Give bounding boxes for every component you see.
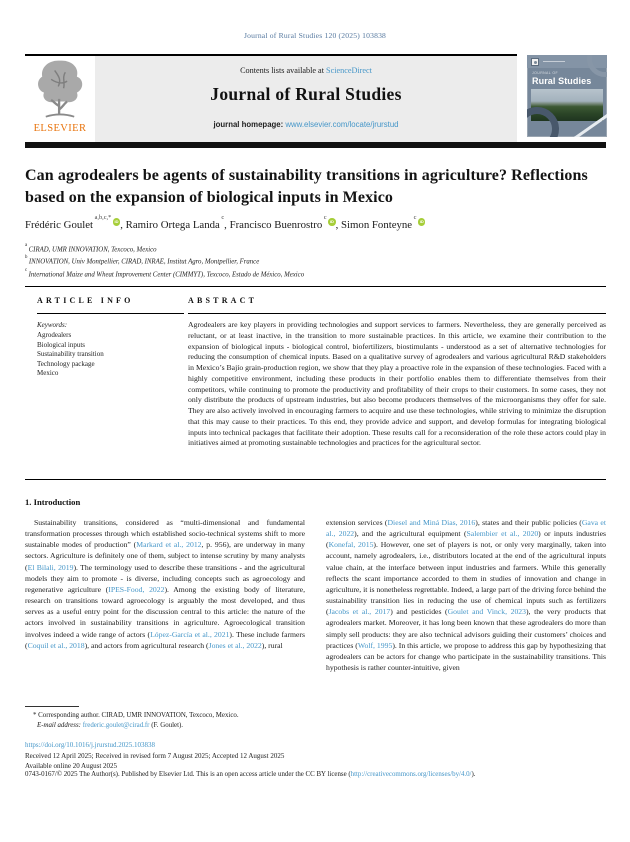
citation-link[interactable]: Diesel and Miná Dias, 2016 xyxy=(387,518,476,527)
citation-link[interactable]: IPES-Food, 2022 xyxy=(108,584,165,594)
citation-link[interactable]: López-García et al., 2021 xyxy=(150,629,230,639)
text-run: ). However, one set of players is not, or only very marginally, taken into account, namely agrodealers, i.e., distributors located at the end of the agricultural inputs value chain, at the interface between input industries and farmers. While this generally reflects the scant importance accorded to them in studies of innovation and change in agriculture, it is nonetheless regrettable. Indeed, a large part of the driving force behind the sustainability transition lies in reducing the use of chemical inputs such as fertilizers ( xyxy=(326,540,607,617)
received-dates-line: Received 12 April 2025; Received in revised form 7 August 2025; Accepted 12 August 2025 xyxy=(25,752,285,760)
text-run: ). These include farmers ( xyxy=(25,629,305,650)
intro-column-right xyxy=(326,517,606,673)
text-run: (F. Goulet). xyxy=(149,721,183,729)
affiliation-sup: a xyxy=(25,243,28,248)
keyword-item: Sustainability transition xyxy=(37,350,104,359)
affiliation-line: $^b$INNOVATION, Univ Montpellier, CIRAD, INRAE, Institut Agro, Montpellier, France xyxy=(25,255,260,266)
text-run: ), and the agricultural equipment ( xyxy=(354,529,467,539)
affiliation-line: $^a$CIRAD, UMR INNOVATION, Texcoco, Mexico xyxy=(25,243,157,254)
author-affiliation-sup: c xyxy=(322,214,327,221)
orcid-icon[interactable]: iD xyxy=(329,219,334,224)
text-run: ), and actors from agricultural research ( xyxy=(84,640,209,650)
author: Frédéric Goulet $^{a,b,c,*}$iD , xyxy=(25,214,126,231)
section-rule xyxy=(25,479,606,480)
doi-link[interactable]: https://doi.org/10.1016/j.jrurstud.2025.103838 xyxy=(25,741,155,749)
journal-cover-thumbnail xyxy=(527,55,607,137)
abstract-rule xyxy=(188,313,606,314)
text-run: ), the very products that agrodealers market. Moreover, it has long been known that these agrodealers do more than simply sell products: they are also technical advisors guiding their customers’ choices and practices ( xyxy=(326,607,606,650)
author xyxy=(341,214,425,231)
intro-column-left xyxy=(25,517,305,673)
cover-journal-of-label: JOURNAL OF xyxy=(532,71,559,75)
contents-line xyxy=(95,66,517,75)
elsevier-tree-icon xyxy=(31,58,89,122)
cover-elsevier-mini-logo-icon xyxy=(531,58,539,66)
keyword-item: Mexico xyxy=(37,369,59,378)
text-run: ), rural xyxy=(261,640,283,650)
text-run: ). xyxy=(471,771,476,778)
homepage-link[interactable]: www.elsevier.com/locate/jrurstud xyxy=(285,120,399,129)
corresponding-author-note: * Corresponding author. CIRAD, UMR INNOVATION, Texcoco, Mexico. xyxy=(33,712,239,719)
text-run: ) and pesticides ( xyxy=(390,607,448,617)
text-run: ), states and their public policies ( xyxy=(475,518,582,527)
author-affiliation-sup: a,b,c,* xyxy=(93,214,112,221)
affiliation-line: $^c$International Maize and Wheat Improvement Center (CIMMYT), Texcoco, Estado de México, Mexico xyxy=(25,267,305,278)
abstract-text: Agrodealers are key players in providing technologies and support services to farmers. Nevertheless, they are generally perceived as reluctant, or at least inactive, in the transition to more sustainable practices. In this article, we examine their contribution to the expansion of biological inputs - biological control, biofertilizers, biostimulants - understood as a set of alternative technologies for reducing the consumption of chemical inputs. Based on a qualitative survey of agrodealers and various agricultural R&D stakeholders in Mexico’s Bajío grain-production region, we show that they play a proactive role in the expansion of these technologies. Faced with a highly competitive environment, including these products in their portfolio enables them to differentiate themselves from their competitors, while continuing to promote the productivity and profitability of their crops to their customers. In some cases, they not only distribute the products of upstream industries, but also become producers themselves of the microorganisms they offer for sale. They are also actively involved in encouraging farmers to acquire and use these technologies, while striving to minimize the disruption that this may cause to their practices. To this end, they provide advice and support, and develop formulas for integrating biological inputs into technical packages that facilitate their adoption. These results call for a reconsideration of the role these actors could play in initiatives aimed at promoting sustainable technologies and practices for the agricultural sector. xyxy=(188,320,606,448)
email-line xyxy=(25,721,315,731)
author: Francisco Buenrostro $^c$iD , xyxy=(229,214,342,231)
cover-title: Rural Studies xyxy=(532,76,592,86)
keyword-item: Biological inputs xyxy=(37,340,86,349)
citation-link[interactable]: http://creativecommons.org/licenses/by/4.0/ xyxy=(350,771,472,778)
author-affiliation-sup: c xyxy=(412,214,417,221)
affiliations-list xyxy=(25,243,605,280)
cover-decor-rule xyxy=(543,61,565,62)
text-run: 0743-0167/© 2025 The Author(s). Published by Elsevier Ltd. This is an open access article under the CC BY license ( xyxy=(25,771,351,778)
citation-link[interactable]: El Bilali, 2019 xyxy=(27,562,74,572)
copyright-line xyxy=(25,771,606,778)
keywords-label: Keywords: xyxy=(37,321,68,329)
text-run: , p. 956), are underway in many sectors. Agriculture is definitely one of them, subject to intense scrutiny by many analysts ( xyxy=(25,540,305,572)
article-title: Can agrodealers be agents of sustainability transitions in agriculture? Reflections based on the expansion of biological inputs in Mexico xyxy=(25,167,588,206)
author-name: Ramiro Ortega Landa xyxy=(125,218,220,231)
affiliation-sup: c xyxy=(25,267,28,273)
citation-link[interactable]: Salembier et al., 2020 xyxy=(466,529,539,539)
abstract-heading: ABSTRACT xyxy=(188,296,258,305)
available-online-line: Available online 20 August 2025 xyxy=(25,761,118,770)
keywords-list xyxy=(37,331,177,379)
orcid-icon[interactable]: iD xyxy=(114,219,119,224)
elsevier-logo xyxy=(27,58,93,140)
citation-link[interactable]: Jones et al., 2022 xyxy=(208,640,262,650)
article-info-rule xyxy=(37,313,184,314)
author-name: Frédéric Goulet xyxy=(25,218,94,231)
text-run: extension services ( xyxy=(326,518,388,527)
contents-prefix: Contents lists available at xyxy=(240,66,327,75)
section-rule xyxy=(25,286,606,287)
cover-swirl-top-icon xyxy=(587,55,607,77)
citation-link[interactable]: Wolf, 1995 xyxy=(357,640,393,650)
author-name: Simon Fonteyne xyxy=(341,218,413,231)
citation-link[interactable]: Markard et al., 2012 xyxy=(136,540,202,550)
homepage-prefix: journal homepage: xyxy=(213,120,286,129)
text-run: Sustainability transitions, considered as “multi-dimensional and fundamental transformation processes through which established socio-technical systems shift to more sustainable modes of production” ( xyxy=(25,518,305,550)
text-run: ). The terminology used to describe these transitions - and the agricultural models they aim to promote - is diverse, including concepts such as agroecology and regenerative agriculture ( xyxy=(25,562,305,594)
keyword-item: Agrodealers xyxy=(37,331,72,339)
header-thick-bar xyxy=(25,142,606,148)
journal-title: Journal of Rural Studies xyxy=(210,84,402,104)
author: Ramiro Ortega Landa $^c$, xyxy=(125,214,230,231)
journal-reference-line: Journal of Rural Studies 120 (2025) 103838 xyxy=(243,31,387,40)
citation-link[interactable]: Konefal, 2015 xyxy=(328,540,374,550)
elsevier-wordmark: ELSEVIER xyxy=(33,123,87,134)
text-run: ). In this article, we propose to address this gap by hypothesizing that agrodealers can be actors for change who participate in the sustainability transitions. This hypothesis is rather counter-intuitive, given xyxy=(326,640,606,673)
keyword-item: Technology package xyxy=(37,359,95,368)
article-info-heading: ARTICLE INFO xyxy=(37,296,134,305)
sciencedirect-link[interactable]: ScienceDirect xyxy=(326,66,372,75)
body-columns xyxy=(25,517,606,673)
footnote-rule xyxy=(25,706,79,707)
affiliation-sup: b xyxy=(25,255,28,261)
citation-link[interactable]: Jacobs et al., 2017 xyxy=(328,607,391,617)
author-name: Francisco Buenrostro xyxy=(229,218,323,231)
orcid-icon[interactable]: iD xyxy=(419,219,424,224)
author-affiliation-sup: c xyxy=(219,214,225,221)
citation-link[interactable]: Coquil et al., 2018 xyxy=(27,640,85,650)
homepage-line xyxy=(95,120,517,129)
authors-line xyxy=(25,214,605,231)
citation-link[interactable]: Gava et al., 2022 xyxy=(326,518,606,539)
introduction-heading: 1. Introduction xyxy=(25,497,81,507)
text-run: E-mail address: xyxy=(37,721,83,729)
citation-link[interactable]: frederic.goulet@cirad.fr xyxy=(82,721,150,729)
text-run: ). Among the existing body of literature, research on transitions toward agroecology is arguably the most developed, and thus serves as a useful entry point for the discussion central to this article: the nature of the actors involved in sustainability transitions in agriculture. Agroecological transition involves indeed a wide range of actors ( xyxy=(25,584,305,639)
citation-link[interactable]: Goulet and Vinck, 2023 xyxy=(447,607,526,617)
footnote xyxy=(25,711,315,730)
text-run: ) or inputs industries ( xyxy=(326,529,606,550)
